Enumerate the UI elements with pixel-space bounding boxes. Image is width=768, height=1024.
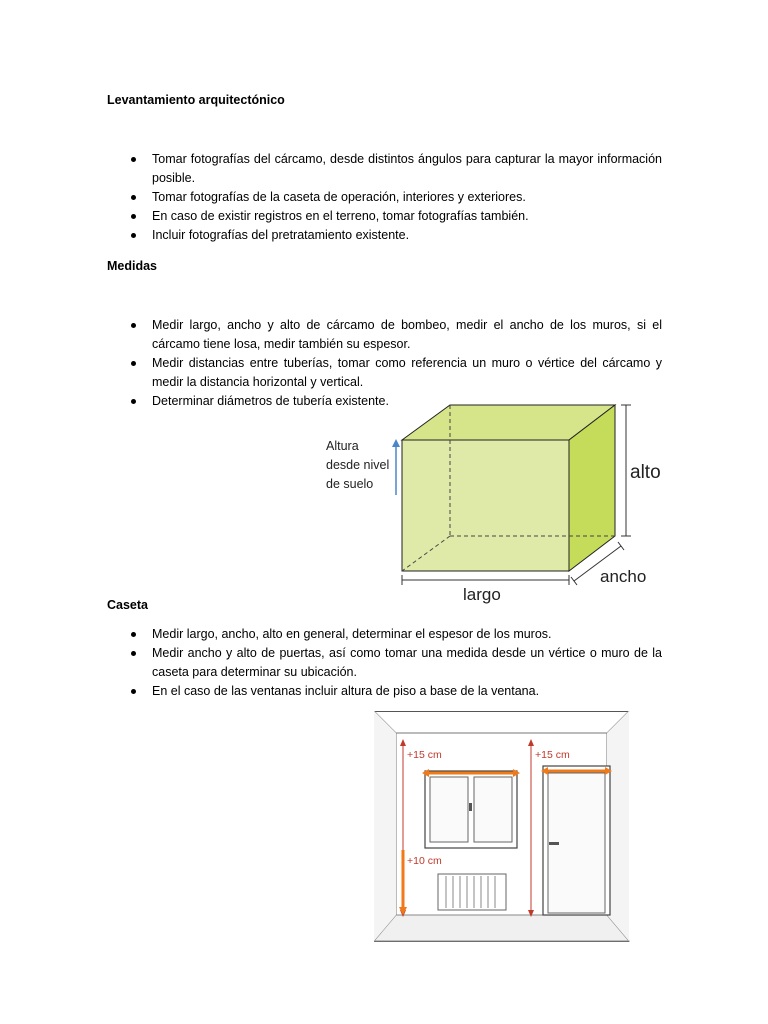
list-item: Medir largo, ancho, alto en general, determinar el espesor de los muros. — [107, 625, 662, 644]
list-item: Tomar fotografías del cárcamo, desde distintos ángulos para capturar la mayor información posible. — [107, 150, 662, 188]
largo-label: largo — [463, 585, 501, 604]
list-item: Medir distancias entre tuberías, tomar como referencia un muro o vértice del cárcamo y medir la distancia horizontal y vertical. — [107, 354, 662, 392]
height-arrow-icon — [392, 439, 400, 447]
caseta-room-diagram — [374, 711, 630, 943]
window-bottom-label: +10 cm — [407, 855, 442, 867]
alto-label: alto — [630, 462, 661, 483]
ancho-label: ancho — [600, 567, 647, 586]
list-item: Medir ancho y alto de puertas, así como tomar una medida desde un vértice o muro de la caseta para determinar su ubicación. — [107, 644, 662, 682]
height-label-line-2: desde nivel — [326, 458, 390, 472]
height-label-line-3: de suelo — [326, 477, 374, 491]
window-handle-icon — [469, 803, 472, 811]
heading-levantamiento: Levantamiento arquitectónico — [107, 93, 285, 107]
list-item: En el caso de las ventanas incluir altura de piso a base de la ventana. — [107, 682, 662, 701]
left-wall — [374, 711, 396, 941]
height-label-line-1: Altura — [326, 439, 359, 453]
heading-caseta: Caseta — [107, 598, 148, 612]
window-pane-left — [430, 777, 468, 842]
list-item: En caso de existir registros en el terreno, tomar fotografías también. — [107, 207, 662, 226]
window-pane-right — [474, 777, 512, 842]
heading-medidas: Medidas — [107, 259, 158, 273]
carcamo-box-diagram — [310, 395, 670, 610]
list-levantamiento — [107, 150, 662, 245]
window-top-label: +15 cm — [407, 749, 442, 761]
box-front-face — [402, 440, 569, 571]
door-handle-icon — [549, 842, 559, 845]
ancho-tick-b — [618, 542, 624, 550]
radiator — [438, 874, 506, 910]
floor — [374, 915, 629, 941]
list-caseta — [107, 625, 662, 701]
ancho-tick-a — [571, 577, 577, 585]
list-item: Incluir fotografías del pretratamiento existente. — [107, 226, 662, 245]
list-item: Tomar fotografías de la caseta de operación, interiores y exteriores. — [107, 188, 662, 207]
list-item: Medir largo, ancho y alto de cárcamo de bombeo, medir el ancho de los muros, si el cárcamo tiene losa, medir también su espesor. — [107, 316, 662, 354]
list-item: Determinar diámetros de tubería existente. — [107, 392, 662, 411]
door-top-label: +15 cm — [535, 749, 570, 761]
